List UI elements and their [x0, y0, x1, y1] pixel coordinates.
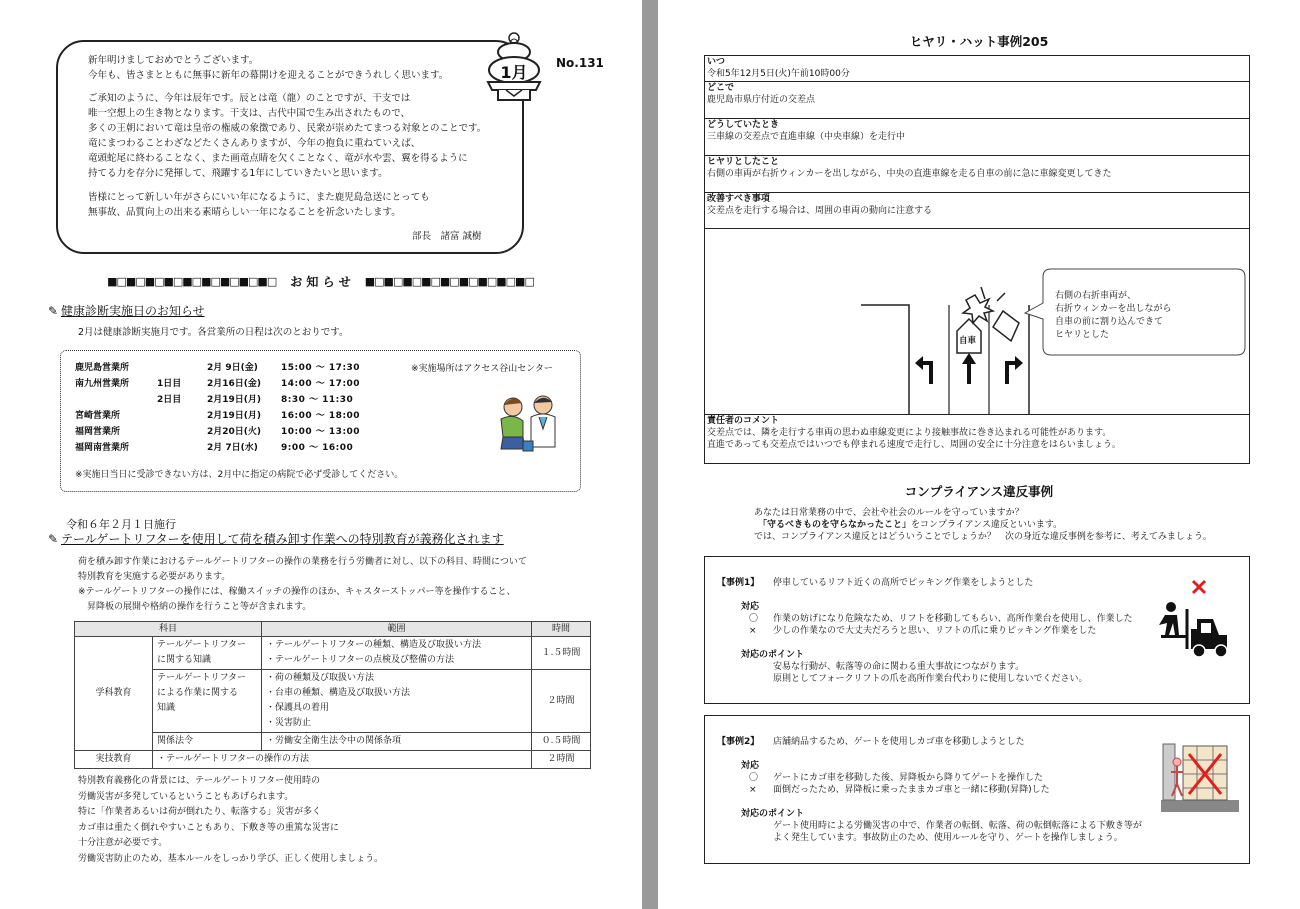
row-label: ヒヤリとしたこと [707, 157, 780, 167]
header-time: 時間 [532, 622, 591, 637]
exam-office: 鹿児島営業所 [75, 363, 130, 373]
table-row [75, 751, 591, 769]
bubble-line: ヒヤリとした [1055, 330, 1110, 340]
ok-mark: 〇 [749, 614, 759, 624]
scope-line: ・テールゲートリフターの点検及び整備の方法 [266, 655, 455, 665]
scope-line: ・台車の種類、構造及び取扱い方法 [266, 688, 411, 698]
edu-section-title [48, 530, 504, 547]
scope-line: ・災害防止 [266, 718, 312, 728]
scope-line: ・保護具の着用 [266, 703, 330, 713]
greeting-line: 持てる力を存分に発揮して、飛躍する1年にしていきたいと思います。 [88, 168, 388, 179]
exam-time: 14:00 ～ 17:00 [281, 379, 361, 389]
exam-date: 2月 9日(金) [207, 363, 258, 373]
table-header-row [75, 622, 591, 637]
header-subject: 科目 [75, 622, 262, 637]
row-value: 鹿児島市県庁付近の交差点 [707, 95, 816, 105]
greeting-line: 皆様にとって新しい年がさらにいい年になるように、また鹿児島急送にとっても [88, 192, 430, 203]
point-label: 対応のポイント [741, 809, 805, 819]
exam-day: 2日目 [157, 395, 182, 405]
education-table [74, 621, 591, 769]
exam-time: 10:00 ～ 13:00 [281, 427, 361, 437]
row-label: 責任者のコメント [707, 416, 780, 426]
greeting-line: 新年明けましておめでとうございます。 [88, 55, 259, 66]
row-value: 交差点では、隣を走行する車両の思わぬ車線変更により接触事故に巻き込まれる可能性があります。 [707, 428, 1112, 438]
greeting-box [56, 40, 524, 254]
edu-intro-line: 荷を積み卸す作業におけるテールゲートリフターの操作の業務を行う労働者に対し、以下の科目、時間について [78, 557, 527, 567]
hiyari-row-doing [705, 119, 1249, 156]
case-situation: 停車しているリフト近くの高所でピッキング作業をしようとした [773, 578, 1034, 588]
exam-date: 2月19日(月) [207, 395, 262, 405]
edu-outro-line: 労働災害が多発しているということもあげられます。 [78, 791, 294, 802]
case-label: 【事例1】 [717, 578, 760, 588]
hiyari-row-where [705, 82, 1249, 119]
intro-rest: をコンプライアンス違反といいます。 [911, 520, 1063, 530]
greeting-line: 多くの王朝において竜は皇帝の権威の象徴であり、民衆が崇めたてまつる対象とのことです。 [88, 123, 487, 134]
time-cell: ２時間 [532, 670, 591, 733]
edu-date-line: 令和６年２月１日施行 [66, 518, 176, 531]
response-label: 対応 [741, 602, 760, 612]
hiyari-table [704, 55, 1250, 464]
point-text: 原則としてフォークリフトの爪を高所作業台代わりに使用しないでください。 [773, 674, 1088, 684]
table-row [75, 637, 591, 670]
greeting-line: 唯一空想上の生き物となります。干支は、古代中国で生み出されたもので、 [88, 108, 411, 119]
hiyari-title: ヒヤリ・ハット事例205 [909, 34, 1049, 49]
table-row [75, 733, 591, 751]
scope-cell: ・テールゲートリフターの操作の方法 [153, 751, 532, 769]
edu-intro-line: ※テールゲートリフターの操作には、稼働スイッチの操作のほか、キャスターストッパー等を操作すること、 [78, 587, 516, 597]
case-situation: 店舗納品するため、ゲートを使用しカゴ車を移動しようとした [773, 737, 1025, 747]
point-text: よく発生しています。事故防止のため、使用ルールを守り、ゲートを操作しましょう。 [773, 833, 1123, 843]
greeting-line: ご承知のように、今年は辰年です。辰とは竜（龍）のことですが、干支では [88, 93, 411, 104]
edu-outro-line: カゴ車は重たく倒れやすいこともあり、下敷き等の重篤な災害に [78, 822, 340, 833]
doctor-patient-illustration [493, 389, 563, 453]
subject-line: 知識 [157, 703, 176, 713]
kagami-mochi-icon [484, 30, 544, 106]
exam-office: 福岡営業所 [75, 427, 121, 437]
edu-outro-line: 特に「作業者あるいは荷が倒れたり、転落する」災害が多く [78, 807, 322, 817]
row-value: 三車線の交差点で直進車線（中央車線）を走行中 [707, 132, 906, 142]
exam-date: 2月19日(月) [207, 411, 262, 421]
subject-cell [153, 670, 262, 733]
time-cell: ０.５時間 [532, 733, 591, 751]
subject-cell [153, 637, 262, 670]
category-cell: 実技教育 [75, 751, 153, 769]
edu-outro-line: 労働災害防止のため、基本ルールをしっかり学び、正しく使用しましょう。 [78, 853, 384, 864]
notice-title: お 知 ら せ [290, 274, 351, 289]
pencil-icon: ✎ [48, 304, 59, 318]
scope-cell: ・労働安全衛生法令中の関係条項 [262, 733, 532, 751]
notice-header [48, 272, 593, 290]
point-text: 安易な行動が、転落等の命に関わる重大事故につながります。 [773, 662, 1025, 672]
exam-time: 8:30 ～ 11:30 [281, 395, 354, 405]
row-label: いつ [707, 57, 726, 67]
hiyari-row-comment [705, 415, 1249, 463]
bubble-line: 右折ウィンカーを出しながら [1055, 304, 1172, 314]
row-value: 右側の車両が右折ウィンカーを出しながら、中央の直進車線を走る自車の前に急に車線変更してきた [707, 169, 1112, 179]
scope-cell [262, 637, 532, 670]
greeting-line: 今年も、皆さまとともに無事に新年の幕開けを迎えることができうれしく思います。 [88, 70, 449, 81]
subject-cell: 関係法令 [153, 733, 262, 751]
edu-intro-line: 特別教育を実施する必要があります。 [78, 572, 231, 582]
health-intro: 2月は健康診断実施月です。各営業所の日程は次のとおりです。 [78, 327, 349, 338]
greeting-signature: 部長 諸富 誠樹 [412, 231, 482, 242]
point-label: 対応のポイント [741, 650, 805, 660]
pencil-icon: ✎ [48, 532, 59, 546]
exam-footnote: ※実施日当日に受診できない方は、2月中に指定の病院で必ず受診してください。 [75, 470, 404, 480]
edu-intro-line: 昇降板の展開や格納の操作を行うこと等が含まれます。 [78, 602, 312, 612]
point-text: ゲート使用時による労働災害の中で、作業者の転倒、転落、荷の転倒転落による下敷き等が [773, 821, 1142, 831]
time-cell: ２時間 [532, 751, 591, 769]
compliance-intro-3: では、コンプライアンス違反とはどういうことでしょうか？ 次の身近な違反事例を参考に、考えてみましょう。 [754, 532, 1212, 542]
response-label: 対応 [741, 761, 760, 771]
ng-mark: × [749, 785, 757, 795]
case-1-box [704, 556, 1250, 704]
intro-bold-phrase: 「守るべきものを守らなかったこと」 [758, 520, 912, 530]
ng-text: 面倒だったため、昇降板に乗ったままカゴ車と一緒に移動(昇降)した [773, 785, 1050, 795]
venue-note: ※実施場所はアクセス谷山センター [411, 364, 553, 374]
subject-line: テールゲートリフター [157, 673, 247, 683]
health-title-text: 健康診断実施日のお知らせ [61, 304, 205, 318]
issue-number: No.131 [556, 56, 604, 70]
category-cell: 学科教育 [75, 637, 153, 751]
exam-schedule-box [60, 350, 581, 492]
header-scope: 範囲 [262, 622, 532, 637]
ng-text: 少しの作業なので大丈夫だろうと思い、リフトの爪に乗りピッキング作業をした [773, 626, 1097, 636]
hiyari-row-event [705, 156, 1249, 193]
edu-title-text: テールゲートリフターを使用して荷を積み卸す作業への特別教育が義務化されます [61, 532, 504, 546]
exam-date: 2月20日(火) [207, 427, 262, 437]
row-label: どこで [707, 83, 735, 93]
exam-time: 16:00 ～ 18:00 [281, 411, 361, 421]
row-value: 令和5年12月5日(火)午前10時00分 [707, 69, 850, 79]
row-value: 直進であっても交差点ではいつでも停まれる速度で走行し、周囲の安全に十分注意をはらいましょう。 [707, 440, 1121, 450]
greeting-line: 竜にまつわることわざなどたくさんありますが、今年の抱負に重ねていえば、 [88, 138, 421, 149]
hiyari-row-when [705, 56, 1249, 82]
exam-day: 1日目 [157, 379, 182, 389]
table-row [75, 670, 591, 733]
row-label: どうしていたとき [707, 120, 780, 130]
decorative-squares: ■□■□■□■□■□■□■□■□■□ [364, 274, 534, 288]
subject-line: に関する知識 [157, 655, 212, 665]
ok-text: ゲートにカゴ車を移動した後、昇降板から降りてゲートを操作した [773, 773, 1044, 783]
compliance-title: コンプライアンス違反事例 [904, 484, 1054, 499]
mochi-month-label: 1月 [500, 63, 528, 82]
health-section-title [48, 302, 205, 319]
case-label: 【事例2】 [717, 737, 760, 747]
edu-intro [78, 555, 527, 615]
case-2-box [704, 715, 1250, 864]
ng-mark: × [749, 626, 757, 636]
scope-cell [262, 670, 532, 733]
bubble-line: 右側の右折車両が、 [1055, 291, 1137, 301]
right-page [658, 0, 1300, 909]
scope-line: ・テールゲートリフターの種類、構造及び取扱い方法 [266, 640, 482, 650]
time-cell: １.５時間 [532, 637, 591, 670]
scope-line: ・荷の種類及び取扱い方法 [266, 673, 375, 683]
greeting-line: 竜頭蛇尾に終わることなく、また画竜点睛を欠くことなく、竜が水や雲、翼を得るように [88, 153, 468, 164]
decorative-squares: ■□■□■□■□■□■□■□■□■□ [107, 274, 277, 288]
hiyari-row-improve [705, 193, 1249, 229]
edu-outro-line: 十分注意が必要です。 [78, 838, 168, 848]
speech-bubble-text [1055, 290, 1171, 342]
exam-time: 15:00 ～ 17:30 [281, 363, 361, 373]
row-value: 交差点を走行する場合は、周囲の車両の動向に注意する [707, 206, 933, 216]
row-label: 改善すべき事項 [707, 194, 770, 204]
edu-outro-line: 特別教育義務化の背景には、テールゲートリフター使用時の [78, 776, 321, 786]
cage-cart-gate-illustration [1161, 740, 1239, 816]
hiyari-illustration-row [705, 229, 1249, 415]
subject-line: テールゲートリフター [157, 640, 247, 650]
edu-outro [78, 774, 383, 867]
forklift-warning-icon [1157, 579, 1237, 661]
greeting-line: 無事故、品質向上の出来る素晴らしい一年になることを祈念いたします。 [88, 207, 401, 218]
left-page [0, 0, 642, 909]
own-car-label: 自車 [959, 336, 977, 346]
exam-office: 宮崎営業所 [75, 411, 121, 421]
exam-date: 2月16日(金) [207, 379, 262, 389]
ok-text: 作業の妨げになり危険なため、リフトを移動してもらい、高所作業台を使用し、作業した [773, 614, 1133, 624]
compliance-intro-1: あなたは日常業務の中で、会社や社会のルールを守っていますか？ [754, 508, 1024, 518]
exam-time: 9:00 ～ 16:00 [281, 443, 354, 453]
exam-date: 2月 7日(水) [207, 443, 258, 453]
bubble-line: 自車の前に割り込んできて [1055, 317, 1164, 327]
exam-office: 南九州営業所 [75, 379, 130, 389]
ok-mark: 〇 [749, 773, 759, 783]
subject-line: による作業に関する [157, 688, 239, 698]
exam-office: 福岡南営業所 [75, 443, 130, 453]
